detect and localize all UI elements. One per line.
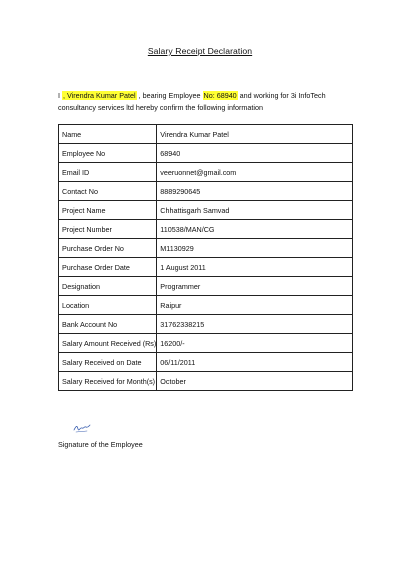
- row-value: 06/11/2011: [157, 353, 353, 372]
- row-label: Project Name: [59, 201, 157, 220]
- row-label: Email ID: [59, 163, 157, 182]
- table-row: [59, 201, 353, 220]
- row-value: Chhattisgarh Samvad: [157, 201, 353, 220]
- intro-text-end: and working for 3i InfoTech consultancy services ltd hereby confirm the following information: [58, 91, 326, 112]
- row-value: 31762338215: [157, 315, 353, 334]
- row-label: Salary Amount Received (Rs): [59, 334, 157, 353]
- table-row: [59, 296, 353, 315]
- intro-text-middle: , bearing Employee: [136, 91, 203, 100]
- row-value: 110538/MAN/CG: [157, 220, 353, 239]
- table-row: [59, 334, 353, 353]
- row-label: Contact No: [59, 182, 157, 201]
- row-value: 1 August 2011: [157, 258, 353, 277]
- information-table: [58, 124, 353, 391]
- table-row: [59, 372, 353, 391]
- table-row: [59, 163, 353, 182]
- table-row: [59, 125, 353, 144]
- table-row: [59, 239, 353, 258]
- row-label: Name: [59, 125, 157, 144]
- table-row: [59, 353, 353, 372]
- row-label: Bank Account No: [59, 315, 157, 334]
- row-value: M1130929: [157, 239, 353, 258]
- row-label: Salary Received for Month(s): [59, 372, 157, 391]
- row-label: Purchase Order Date: [59, 258, 157, 277]
- row-label: Purchase Order No: [59, 239, 157, 258]
- table-row: [59, 315, 353, 334]
- document-title: Salary Receipt Declaration: [147, 46, 253, 56]
- row-value: Programmer: [157, 277, 353, 296]
- signature-caption: Signature of the Employee: [58, 440, 143, 449]
- highlighted-employee-number: No: 68940: [203, 91, 237, 100]
- table-row: [59, 258, 353, 277]
- signature-scribble-icon: [72, 422, 92, 434]
- table-row: [59, 277, 353, 296]
- row-value: Raipur: [157, 296, 353, 315]
- row-label: Designation: [59, 277, 157, 296]
- table-row: [59, 144, 353, 163]
- row-value: veeruonnet@gmail.com: [157, 163, 353, 182]
- highlighted-employee-name: , Virendra Kumar Patel: [63, 91, 136, 100]
- row-label: Employee No: [59, 144, 157, 163]
- intro-prefix: I: [58, 91, 60, 100]
- table-row: [59, 220, 353, 239]
- row-value: Virendra Kumar Patel: [157, 125, 353, 144]
- row-label: Location: [59, 296, 157, 315]
- intro-paragraph: [58, 90, 348, 113]
- row-label: Salary Received on Date: [59, 353, 157, 372]
- row-label: Project Number: [59, 220, 157, 239]
- row-value: 68940: [157, 144, 353, 163]
- row-value: October: [157, 372, 353, 391]
- row-value: 8889290645: [157, 182, 353, 201]
- row-value: 16200/-: [157, 334, 353, 353]
- table-row: [59, 182, 353, 201]
